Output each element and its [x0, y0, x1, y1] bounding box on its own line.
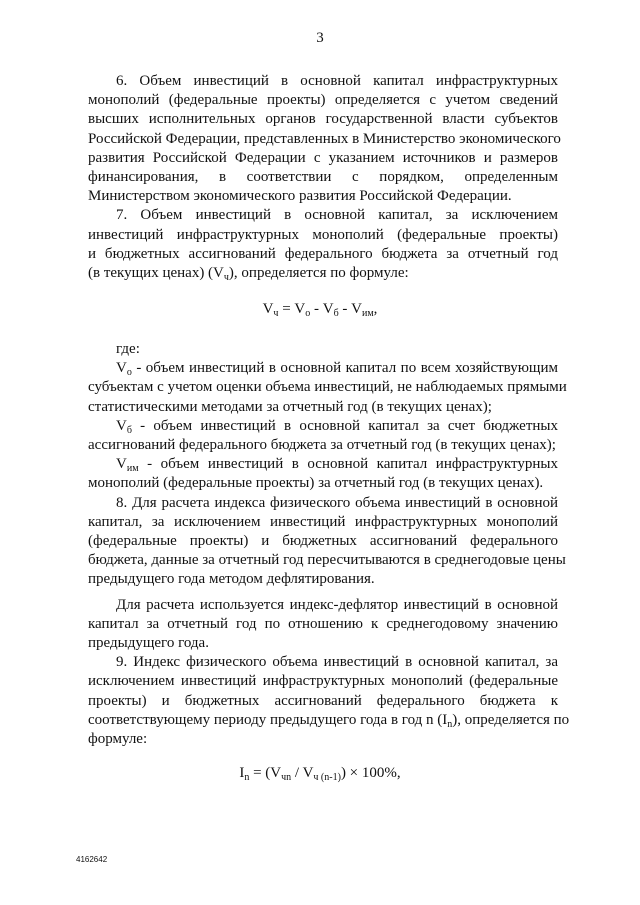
text-span: соответствующему периоду предыдущего года в год n (I: [88, 711, 448, 728]
subscript: им: [126, 463, 139, 475]
text-line: [88, 264, 558, 283]
text-line: ассигнований федерального бюджета за отчетный год (в текущих ценах);: [88, 437, 556, 454]
subscript: n: [244, 772, 250, 783]
formula-text: V: [262, 301, 274, 317]
subscript: б: [126, 424, 132, 436]
formula-text: - V: [338, 301, 362, 317]
paragraph-6-7: [88, 72, 561, 284]
text-line: финансирования, в соответствии с порядком, определенным: [88, 169, 558, 186]
symbol: V: [116, 456, 127, 473]
formula-1: [0, 301, 640, 318]
symbol: V: [116, 360, 127, 377]
subscript: n: [447, 718, 453, 730]
text-line: монополий (федеральные проекты) за отчетный год (в текущих ценах).: [88, 475, 544, 492]
text-line: проекты) и бюджетных ассигнований федерального бюджета к: [88, 692, 558, 709]
page-number: 3: [316, 30, 324, 46]
text-line: предыдущего года методом дефлятирования.: [88, 571, 375, 588]
document-id: 4162642: [76, 855, 108, 864]
text-line: 6. Объем инвестиций в основной капитал инфраструктурных: [116, 73, 558, 89]
subscript: ч: [223, 272, 229, 284]
formula-text: = (V: [249, 765, 282, 781]
text-line: субъектам с учетом оценки объема инвестиций, не наблюдаемых прямыми: [88, 379, 567, 396]
text-line: Для расчета используется индекс-дефлятор инвестиций в основной: [116, 596, 558, 613]
text-line: [88, 711, 570, 730]
formula-text: / V: [291, 765, 314, 781]
text-span: - объем инвестиций в основной капитал за счет бюджетных: [131, 417, 558, 434]
text-span: - объем инвестиций в основной капитал инфраструктурных: [138, 456, 558, 473]
subscript: ч (n-1): [313, 772, 341, 783]
text-line: высших исполнительных органов государственной власти субъектов: [88, 111, 558, 128]
text-line: статистическими методами за отчетный год (в текущих ценах);: [88, 398, 492, 415]
text-span: - объем инвестиций в основной капитал по всем хозяйствующим: [131, 360, 558, 377]
text-line: монополий (федеральные проекты) определяется с учетом сведений: [88, 92, 558, 109]
text-line: Министерством экономического развития Российской Федерации.: [88, 188, 512, 205]
formula-text: = V: [278, 301, 306, 317]
subscript: о: [126, 367, 132, 379]
formula-2: [0, 765, 640, 782]
text-line: 9. Индекс физического объема инвестиций в основной капитал, за: [116, 654, 558, 671]
text-line: [88, 417, 558, 436]
text-line: формуле:: [88, 731, 148, 748]
text-line: исключением инвестиций инфраструктурных монополий (федеральные: [88, 673, 558, 690]
text-line: развития Российской Федерации с указанием источников и размеров: [88, 149, 558, 166]
text-line: капитал, за исключением инвестиций инфраструктурных монополий: [88, 513, 558, 530]
text-line: [88, 455, 558, 474]
subscript: ч: [273, 308, 279, 319]
text-line: предыдущего года.: [88, 635, 209, 652]
subscript: чn: [281, 772, 292, 783]
subscript: о: [305, 308, 311, 319]
formula-text: I: [239, 765, 245, 781]
text-line: Российской Федерации, представленных в Министерство экономического: [88, 130, 561, 147]
text-span: (в текущих ценах) (V: [88, 265, 224, 282]
definitions-block: [88, 340, 570, 749]
text-line: где:: [116, 341, 140, 357]
subscript: им: [361, 308, 374, 319]
formula-text: ) × 100%,: [340, 765, 401, 781]
formula-text: - V: [310, 301, 334, 317]
text-line: (федеральные проекты) и бюджетных ассигнований федерального: [88, 533, 558, 550]
text-line: 8. Для расчета индекса физического объема инвестиций в основной: [116, 494, 558, 511]
text-line: капитал за отчетный год по отношению к среднегодовому значению: [88, 615, 558, 632]
text-line: 7. Объем инвестиций в основной капитал, за исключением: [116, 207, 558, 224]
symbol: V: [116, 417, 127, 434]
text-span: ), определяется по формуле:: [228, 265, 409, 282]
text-line: инвестиций инфраструктурных монополий (федеральные проекты): [88, 226, 558, 243]
text-line: и бюджетных ассигнований федерального бюджета за отчетный год: [88, 245, 558, 262]
text-line: [88, 359, 558, 378]
subscript: б: [333, 308, 339, 319]
text-line: бюджета, данные за отчетный год пересчитываются в среднегодовые цены: [88, 552, 566, 569]
text-span: ), определяется по: [452, 711, 570, 728]
formula-text: ,: [373, 301, 378, 317]
